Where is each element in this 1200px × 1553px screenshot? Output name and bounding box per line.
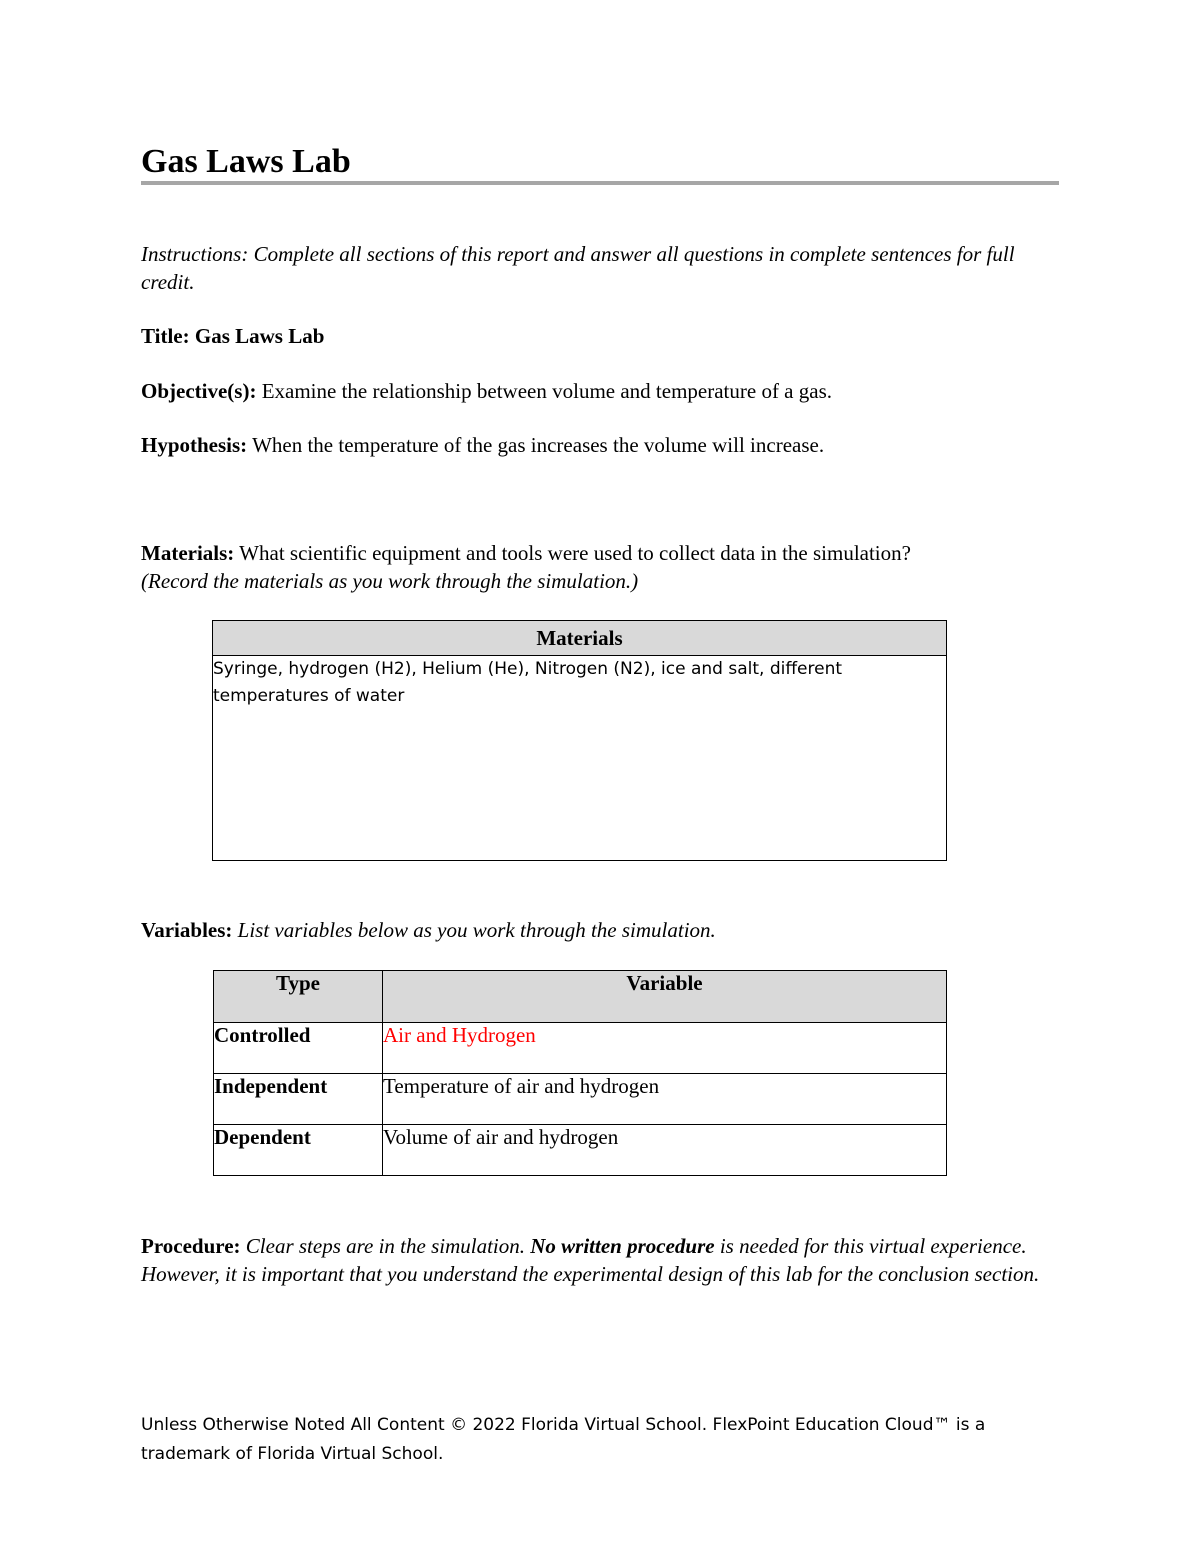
type-cell-controlled: Controlled — [214, 1023, 383, 1074]
materials-line — [141, 539, 1059, 595]
hypothesis-value: When the temperature of the gas increases the volume will increase. — [252, 433, 825, 457]
type-cell-dependent: Dependent — [214, 1125, 383, 1176]
procedure-label: Procedure: — [141, 1234, 241, 1258]
materials-question: What scientific equipment and tools were used to collect data in the simulation? — [239, 541, 911, 565]
title-label: Title: — [141, 324, 190, 348]
type-header: Type — [214, 971, 383, 1023]
page-title: Gas Laws Lab — [141, 143, 351, 180]
materials-header: Materials — [213, 621, 947, 656]
copyright-footer: Unless Otherwise Noted All Content © 2022 Florida Virtual School. FlexPoint Education Cloud™ is a trademark of Florida Virtual School. — [141, 1415, 986, 1464]
variables-header-row — [214, 971, 947, 1023]
title-underline — [141, 181, 1059, 185]
materials-content[interactable]: Syringe, hydrogen (H2), Helium (He), Nitrogen (N2), ice and salt, different temperatures of water — [213, 656, 947, 861]
variable-cell-controlled[interactable]: Air and Hydrogen — [383, 1023, 947, 1074]
objective-label: Objective(s): — [141, 379, 257, 403]
variables-note: List variables below as you work through the simulation. — [237, 918, 716, 942]
procedure-text-2: is needed for this virtual experience. However, it is important that you understand the experimental design of this lab for the conclusion section. — [141, 1234, 1040, 1286]
variable-header: Variable — [383, 971, 947, 1023]
procedure-paragraph — [141, 1232, 1059, 1288]
type-cell-independent: Independent — [214, 1074, 383, 1125]
hypothesis-label: Hypothesis: — [141, 433, 248, 457]
table-row — [214, 1023, 947, 1074]
materials-content-row — [213, 656, 947, 861]
materials-note: (Record the materials as you work through the simulation.) — [141, 569, 639, 593]
variable-cell-dependent[interactable]: Volume of air and hydrogen — [383, 1125, 947, 1176]
title-value: Gas Laws Lab — [194, 324, 325, 348]
materials-header-row — [213, 621, 947, 656]
variables-table — [213, 970, 947, 1176]
procedure-text-1: Clear steps are in the simulation. — [245, 1234, 525, 1258]
title-line — [141, 322, 1059, 350]
materials-table — [212, 620, 947, 861]
table-row — [214, 1074, 947, 1125]
materials-label: Materials: — [141, 541, 235, 565]
variables-label: Variables: — [141, 918, 233, 942]
objective-value: Examine the relationship between volume and temperature of a gas. — [261, 379, 832, 403]
procedure-bold-text: No written procedure — [530, 1234, 715, 1258]
variable-cell-independent[interactable]: Temperature of air and hydrogen — [383, 1074, 947, 1125]
variables-line — [141, 916, 1059, 944]
objective-line — [141, 377, 1059, 405]
table-row — [214, 1125, 947, 1176]
instructions-text: Instructions: Complete all sections of this report and answer all questions in complete sentences for full credit. — [141, 242, 1015, 294]
hypothesis-line — [141, 431, 1059, 459]
